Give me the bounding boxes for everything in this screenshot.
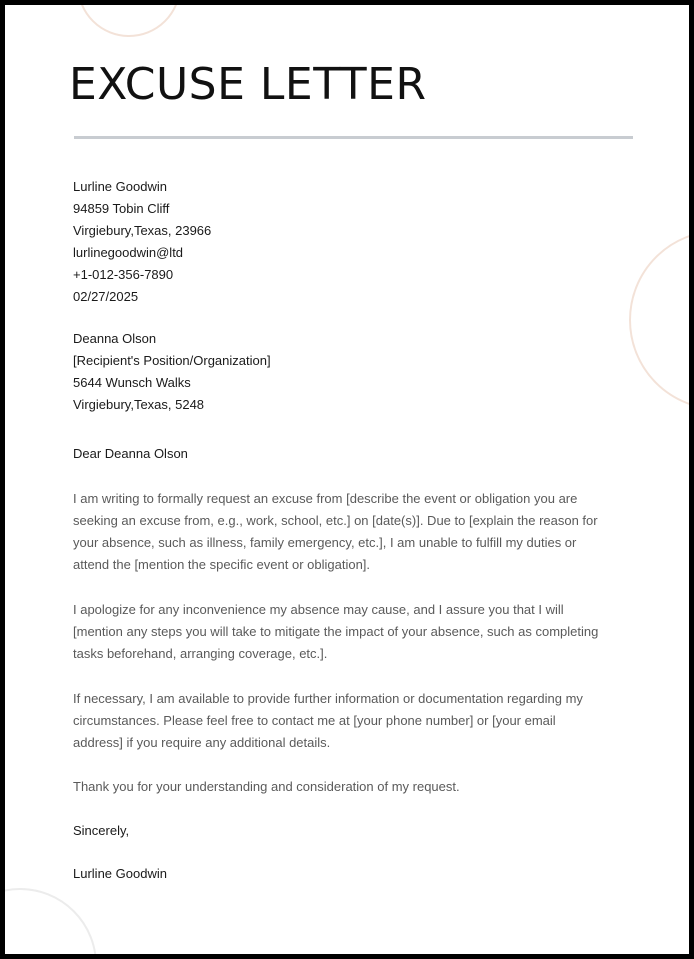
paragraph-line: your absence, such as illness, family emergency, etc.], I am unable to fulfill my duties or bbox=[73, 535, 577, 550]
recipient-name: Deanna Olson bbox=[73, 331, 157, 346]
recipient-city: Virgiebury,Texas, 5248 bbox=[73, 397, 205, 412]
body-paragraph-2 bbox=[73, 599, 653, 665]
paragraph-line: seeking an excuse from, e.g., work, school, etc.] on [date(s)]. Due to [explain the reason for bbox=[73, 513, 598, 528]
paragraph-line: address] if you require any additional details. bbox=[73, 735, 331, 750]
recipient-position: [Recipient's Position/Organization] bbox=[73, 353, 271, 368]
body-paragraph-1 bbox=[73, 488, 653, 576]
paragraph-line: circumstances. Please feel free to contact me at [your phone number] or [your email bbox=[73, 713, 556, 728]
sender-email: lurlinegoodwin@ltd bbox=[73, 245, 184, 260]
sender-street: 94859 Tobin Cliff bbox=[73, 201, 170, 216]
paragraph-line: [mention any steps you will take to mitigate the impact of your absence, such as completing bbox=[73, 624, 599, 639]
paragraph-line: I am writing to formally request an excuse from [describe the event or obligation you are bbox=[73, 491, 578, 506]
sender-city: Virgiebury,Texas, 23966 bbox=[73, 223, 212, 238]
paragraph-line: I apologize for any inconvenience my absence may cause, and I assure you that I will bbox=[73, 602, 564, 617]
body-paragraph-4 bbox=[73, 776, 653, 798]
paragraph-line: tasks beforehand, arranging coverage, etc.]. bbox=[73, 646, 328, 661]
decorative-circle-bottom bbox=[0, 888, 97, 959]
title-divider bbox=[74, 136, 633, 139]
sender-block bbox=[73, 176, 653, 308]
body-paragraph-3 bbox=[73, 688, 653, 754]
page-title: EXCUSE LETTER bbox=[69, 59, 427, 110]
paragraph-line: If necessary, I am available to provide further information or documentation regarding my bbox=[73, 691, 583, 706]
paragraph-line: Thank you for your understanding and consideration of my request. bbox=[73, 779, 460, 794]
salutation: Dear Deanna Olson bbox=[73, 446, 188, 461]
closing: Sincerely, bbox=[73, 823, 130, 838]
letter-date: 02/27/2025 bbox=[73, 289, 139, 304]
sender-name: Lurline Goodwin bbox=[73, 179, 167, 194]
decorative-circle-top bbox=[77, 0, 181, 37]
recipient-block bbox=[73, 328, 653, 416]
recipient-street: 5644 Wunsch Walks bbox=[73, 375, 191, 390]
paragraph-line: attend the [mention the specific event or obligation]. bbox=[73, 557, 371, 572]
sender-phone: +1-012-356-7890 bbox=[73, 267, 174, 282]
signature-name: Lurline Goodwin bbox=[73, 866, 167, 881]
